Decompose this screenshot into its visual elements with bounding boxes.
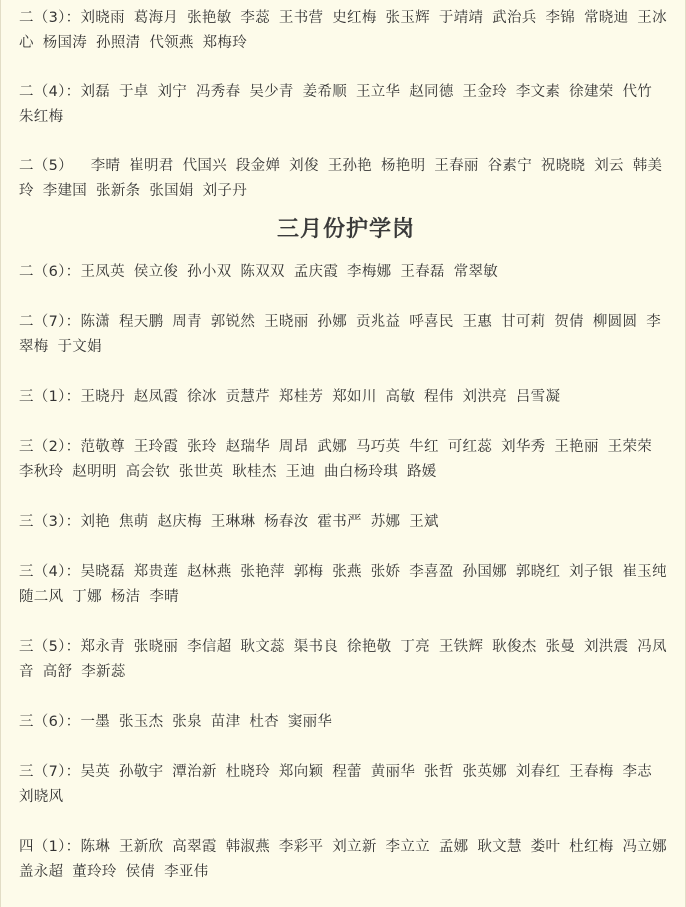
class-label: 二（3）：: [19, 10, 81, 26]
teacher-names: 刘晓雨 葛海月 张艳敏 李蕊 王书营 史红梅 张玉辉 于靖靖 武治兵 李锦 常晓迪 王冰心 杨国涛 孙照清 代领燕 郑梅玲: [19, 10, 667, 51]
roster-entry-3-5: [19, 635, 673, 685]
class-label: 二（7）：: [19, 314, 81, 330]
teacher-names: 李晴 崔明君 代国兴 段金婵 刘俊 王孙艳 杨艳明 王春丽 谷素宁 祝晓晓 刘云 韩美玲 李建国 张新条 张国娟 刘子丹: [19, 158, 663, 199]
paragraph-gap: [19, 360, 673, 385]
class-label: 三（7）：: [19, 764, 81, 780]
teacher-names: 陈潇 程天鹏 周青 郭锐然 王晓丽 孙娜 贡兆益 呼喜民 王惠 甘可莉 贺倩 柳圆圆 李翠梅 于文娟: [19, 314, 661, 355]
roster-entry-3-6: [19, 710, 673, 735]
roster-entry-2-3: [19, 6, 673, 56]
teacher-names: 范敬尊 王玲霞 张玲 赵瑞华 周昂 武娜 马巧英 牛红 可红蕊 刘华秀 王艳丽 王荣荣 李秋玲 赵明明 高会钦 张世英 耿桂杰 王迪 曲白杨玲琪 路媛: [19, 439, 653, 480]
teacher-names: 陈琳 王新欣 高翠霞 韩淑燕 李彩平 刘立新 李立立 孟娜 耿文慧 娄叶 杜红梅 冯立娜 盖永超 董玲玲 侯倩 李亚伟: [19, 839, 667, 880]
roster-entry-3-2: [19, 435, 673, 485]
paragraph-gap: [19, 410, 673, 435]
paragraph-gap: [19, 285, 673, 310]
teacher-names: 刘磊 于卓 刘宁 冯秀春 吴少青 姜希顺 王立华 赵同德 王金玲 李文素 徐建荣 代竹 朱红梅: [19, 84, 653, 125]
duty-roster: [1, 0, 685, 885]
roster-entry-3-7: [19, 760, 673, 810]
paragraph-gap: [19, 130, 673, 154]
teacher-names: 王晓丹 赵凤霞 徐冰 贡慧芹 郑桂芳 郑如川 高敏 程伟 刘洪亮 吕雪凝: [80, 389, 561, 405]
teacher-names: 刘艳 焦萌 赵庆梅 王琳琳 杨春汝 霍书严 苏娜 王斌: [80, 514, 439, 530]
teacher-names: 王凤英 侯立俊 孙小双 陈双双 孟庆霞 李梅娜 王春磊 常翠敏: [80, 264, 499, 280]
paragraph-gap: [19, 535, 673, 560]
roster-entry-3-1: [19, 385, 673, 410]
class-label: 三（4）：: [19, 564, 81, 580]
roster-entry-3-3: [19, 510, 673, 535]
class-label: 二（4）：: [19, 84, 81, 100]
class-label: 三（1）：: [19, 389, 81, 405]
section-title: 三月份护学岗: [276, 216, 415, 242]
paragraph-gap: [19, 485, 673, 510]
class-label: 三（5）：: [19, 639, 81, 655]
teacher-names: 郑永青 张晓丽 李信超 耿文蕊 渠书良 徐艳敬 丁亮 王铁辉 耿俊杰 张曼 刘洪震 冯凤音 高舒 李新蕊: [19, 639, 667, 680]
teacher-names: 一墨 张玉杰 张泉 苗津 杜杏 窦丽华: [80, 714, 333, 730]
paragraph-gap: [19, 810, 673, 835]
roster-entry-2-7: [19, 310, 673, 360]
paragraph-gap: [19, 685, 673, 710]
roster-entry-2-6: [19, 260, 673, 285]
roster-entry-4-1: [19, 835, 673, 885]
class-label: 四（1）：: [19, 839, 81, 855]
roster-entry-2-5: [19, 154, 673, 204]
roster-entry-3-4: [19, 560, 673, 610]
class-label: 三（6）：: [19, 714, 81, 730]
paragraph-gap: [19, 56, 673, 80]
class-label: 二（6）：: [19, 264, 81, 280]
teacher-names: 吴英 孙敬宇 潭治新 杜晓玲 郑向颖 程蕾 黄丽华 张哲 张英娜 刘春红 王春梅 李志 刘晓风: [19, 764, 653, 805]
roster-entry-2-4: [19, 80, 673, 130]
class-label: 三（3）：: [19, 514, 81, 530]
paragraph-gap: [19, 735, 673, 760]
paragraph-gap: [19, 610, 673, 635]
class-label: 三（2）：: [19, 439, 81, 455]
teacher-names: 吴晓磊 郑贵莲 赵林燕 张艳萍 郭梅 张燕 张娇 李喜盈 孙国娜 郭晓红 刘子银 崔玉纯 随二风 丁娜 杨洁 李晴: [19, 564, 667, 605]
class-label: 二（5）: [19, 158, 91, 174]
